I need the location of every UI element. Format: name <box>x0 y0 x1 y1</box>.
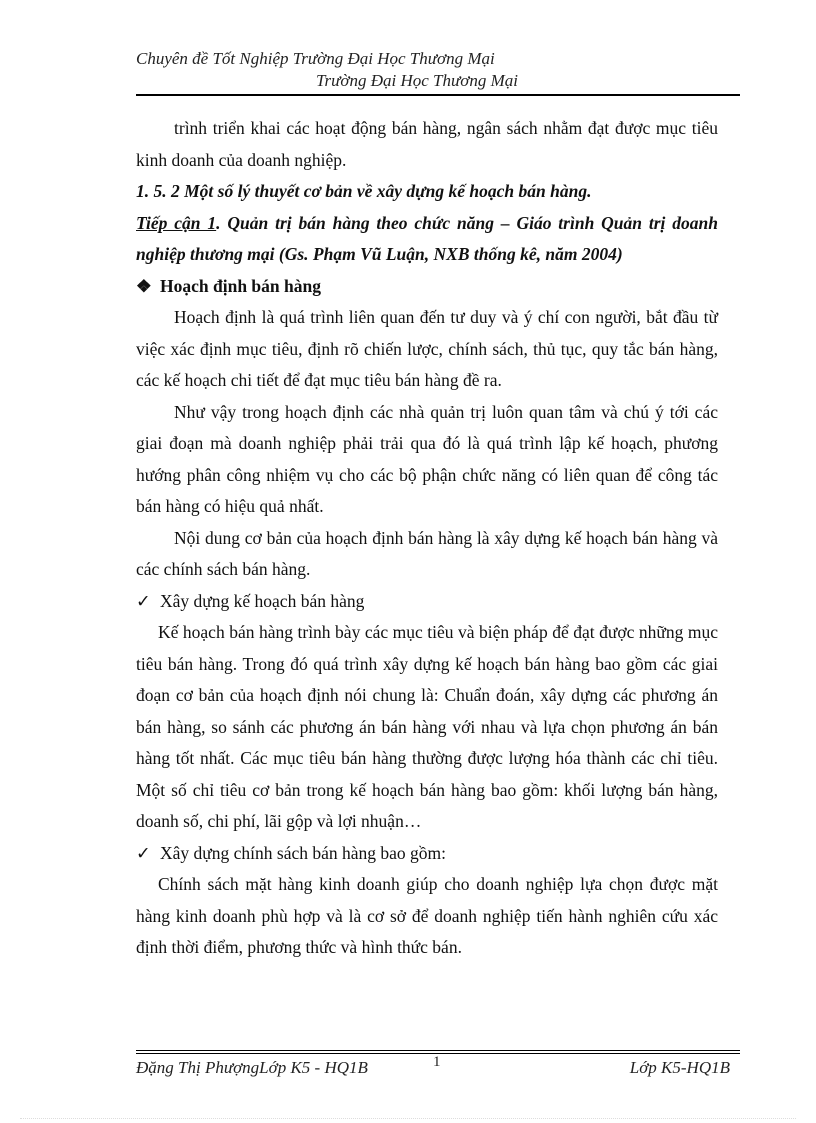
document-body <box>136 113 718 964</box>
paragraph-product-policy: Chính sách mặt hàng kinh doanh giúp cho doanh nghiệp lựa chọn được mặt hàng kinh doanh phù hợp và là cơ sở để doanh nghiệp tiến hành nghiên cứu xác định thời điểm, phương thức và hình thức bán. <box>136 874 718 957</box>
page-header <box>136 48 740 92</box>
footer-author: Đặng Thị PhượngLớp K5 - HQ1B <box>136 1058 368 1077</box>
approach-paragraph <box>136 208 718 271</box>
check-sales-plan-label: Xây dựng kế hoạch bán hàng <box>160 590 365 611</box>
header-university: Trường Đại Học Thương Mại <box>316 71 518 90</box>
paragraph-planning-content: Nội dung cơ bản của hoạch định bán hàng là xây dựng kế hoạch bán hàng và các chính sách bán hàng. <box>136 527 718 579</box>
approach-label: Tiếp cận 1 <box>136 212 217 233</box>
paragraph-planning-definition: Hoạch định là quá trình liên quan đến tư duy và ý chí con người, bắt đầu từ việc xác định mục tiêu, định rõ chiến lược, chính sách, thủ tục, quy tắc bán hàng, các kế hoạch chi tiết để đạt mục tiêu bán hàng đề ra. <box>136 307 718 390</box>
page-bottom-dotted-line <box>20 1118 796 1119</box>
paragraph-intro: trình triển khai các hoạt động bán hàng, ngân sách nhằm đạt được mục tiêu kinh doanh của doanh nghiệp. <box>136 118 718 170</box>
page-number: 1 <box>433 1054 441 1070</box>
header-title: Chuyên đề Tốt Nghiệp Trường Đại Học Thương Mại <box>136 49 495 68</box>
footer-divider <box>136 1050 740 1051</box>
bullet-planning-label: Hoạch định bán hàng <box>160 275 321 296</box>
header-divider <box>136 94 740 96</box>
check-sales-policy <box>136 838 718 870</box>
checkmark-icon: ✓ <box>136 842 151 863</box>
section-heading: 1. 5. 2 Một số lý thuyết cơ bản về xây dựng kế hoạch bán hàng. <box>136 181 592 201</box>
check-sales-policy-label: Xây dựng chính sách bán hàng bao gồm: <box>160 842 447 863</box>
paragraph-sales-plan: Kế hoạch bán hàng trình bày các mục tiêu và biện pháp để đạt được những mục tiêu bán hàng. Trong đó quá trình xây dựng kế hoạch bán hàng bao gồm các giai đoạn cơ bản của hoạch định nói chung là: Chuẩn đoán, xây dựng các phương án bán hàng, so sánh các phương án bán hàng với nhau và lựa chọn phương án bán hàng tốt nhất. Các mục tiêu bán hàng thường được lượng hóa thành các chỉ tiêu. Một số chỉ tiêu cơ bản trong kế hoạch bán hàng bao gồm: khối lượng bán hàng, doanh số, chi phí, lãi gộp và lợi nhuận… <box>136 622 718 831</box>
approach-text: . Quản trị bán hàng theo chức năng – Giáo trình Quản trị doanh nghiệp thương mại (Gs. Phạm Vũ Luận, NXB thống kê, năm 2004) <box>136 212 718 264</box>
check-sales-plan <box>136 586 718 618</box>
paragraph-planning-stages: Như vậy trong hoạch định các nhà quản trị luôn quan tâm và chú ý tới các giai đoạn mà doanh nghiệp phải trải qua đó là quá trình lập kế hoạch, phương hướng phân công nhiệm vụ cho các bộ phận chức năng có liên quan để công tác bán hàng có hiệu quả nhất. <box>136 401 718 516</box>
page-footer <box>136 1056 740 1080</box>
diamond-bullet-icon: ❖ <box>136 275 152 296</box>
footer-class: Lớp K5-HQ1B <box>629 1058 730 1077</box>
checkmark-icon: ✓ <box>136 590 151 611</box>
bullet-planning <box>136 271 718 303</box>
